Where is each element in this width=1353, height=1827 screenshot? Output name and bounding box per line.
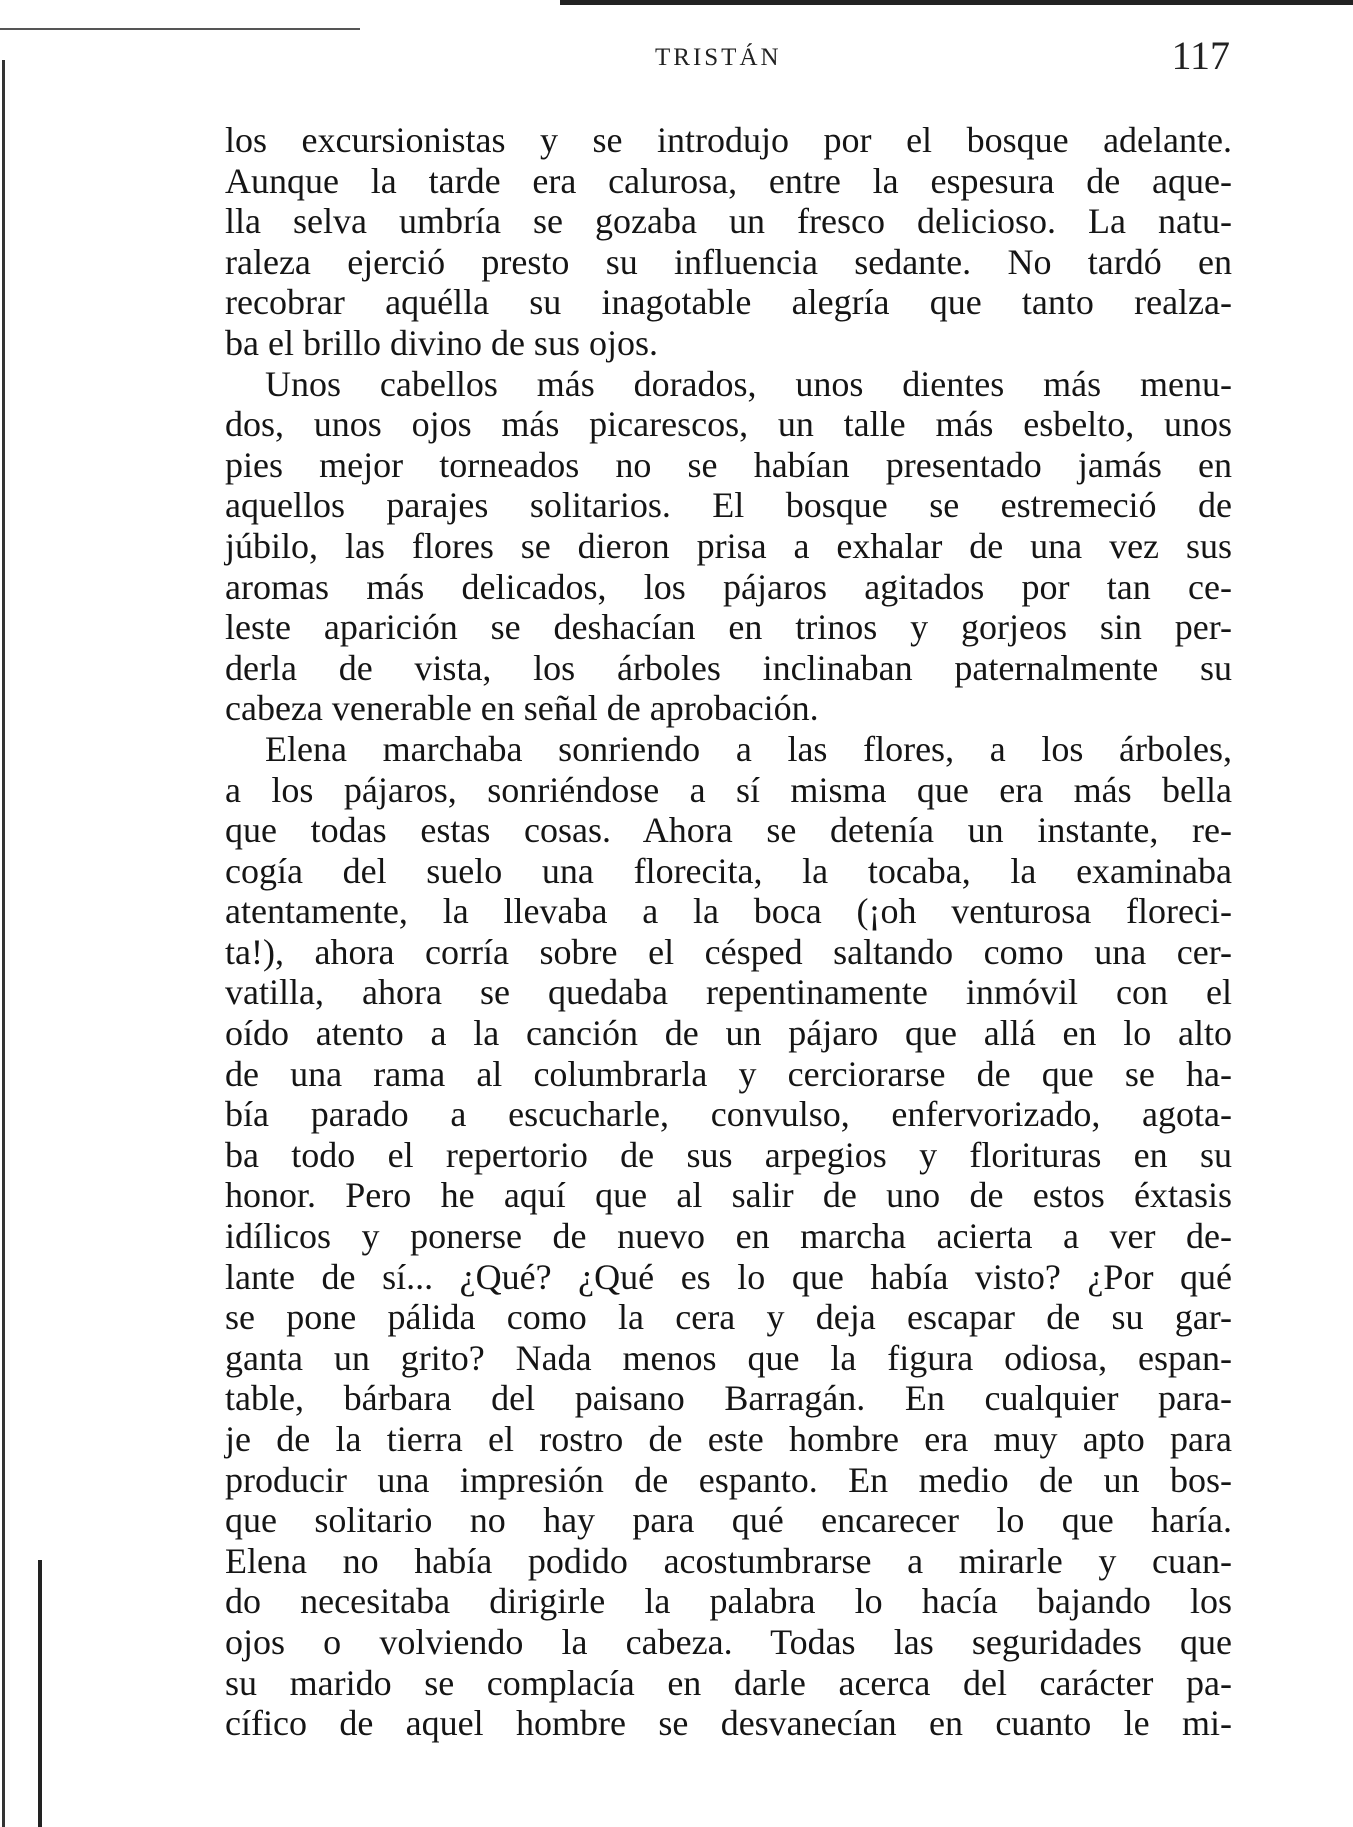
text-line: Elena no había podido acostumbrarse a mirarle y cuan- <box>225 1540 1232 1581</box>
text-line: ba el brillo divino de sus ojos. <box>225 322 658 363</box>
text-line: cogía del suelo una florecita, la tocaba, la examinaba <box>225 850 1232 891</box>
running-title: TRISTÁN <box>655 44 782 71</box>
text-line: lante de sí... ¿Qué? ¿Qué es lo que había visto? ¿Por qué <box>225 1256 1232 1297</box>
page-number: 117 <box>1171 33 1230 78</box>
scan-page-edge <box>38 1560 42 1827</box>
text-line: que todas estas cosas. Ahora se detenía un instante, re- <box>225 810 1232 851</box>
text-line: los excursionistas y se introdujo por el bosque adelante. <box>225 120 1232 160</box>
text-line: ba todo el repertorio de sus arpegios y florituras en su <box>225 1134 1232 1175</box>
text-line: do necesitaba dirigirle la palabra lo hacía bajando los <box>225 1581 1232 1622</box>
text-line: cabeza venerable en señal de aprobación. <box>225 688 819 729</box>
text-line: oído atento a la canción de un pájaro que allá en lo alto <box>225 1013 1232 1054</box>
text-line: dos, unos ojos más picarescos, un talle más esbelto, unos <box>225 404 1232 445</box>
text-line: atentamente, la llevaba a la boca (¡oh venturosa floreci- <box>225 891 1232 932</box>
text-line: júbilo, las flores se dieron prisa a exhalar de una vez sus <box>225 525 1232 566</box>
scan-page-edge <box>2 60 5 1827</box>
scan-edge-line <box>560 0 1353 5</box>
text-line: su marido se complacía en darle acerca del carácter pa- <box>225 1662 1232 1703</box>
text-line: recobrar aquélla su inagotable alegría que tanto realza- <box>225 282 1232 323</box>
body-text <box>225 120 1232 1744</box>
text-line: se pone pálida como la cera y deja escapar de su gar- <box>225 1297 1232 1338</box>
text-line: aquellos parajes solitarios. El bosque se estremeció de <box>225 485 1232 526</box>
text-line: ta!), ahora corría sobre el césped saltando como una cer- <box>225 931 1232 972</box>
text-line: derla de vista, los árboles inclinaban paternalmente su <box>225 647 1232 688</box>
text-line: aromas más delicados, los pájaros agitados por tan ce- <box>225 566 1232 607</box>
text-line: Aunque la tarde era calurosa, entre la espesura de aque- <box>225 160 1232 201</box>
text-line: a los pájaros, sonriéndose a sí misma que era más bella <box>225 769 1232 810</box>
text-line: producir una impresión de espanto. En medio de un bos- <box>225 1459 1232 1500</box>
text-line: ojos o volviendo la cabeza. Todas las seguridades que <box>225 1621 1232 1662</box>
text-line: idílicos y ponerse de nuevo en marcha acierta a ver de- <box>225 1216 1232 1257</box>
text-line: ganta un grito? Nada menos que la figura odiosa, espan- <box>225 1337 1232 1378</box>
text-line: de una rama al columbrarla y cerciorarse de que se ha- <box>225 1053 1232 1094</box>
text-line: table, bárbara del paisano Barragán. En cualquier para- <box>225 1378 1232 1419</box>
text-line: je de la tierra el rostro de este hombre era muy apto para <box>225 1419 1232 1459</box>
text-line: Elena marchaba sonriendo a las flores, a los árboles, <box>265 728 1232 769</box>
text-line: bía parado a escucharle, convulso, enfervorizado, agota- <box>225 1094 1232 1135</box>
page-header <box>225 30 1230 80</box>
text-line: lla selva umbría se gozaba un fresco delicioso. La natu- <box>225 201 1232 242</box>
text-line: Unos cabellos más dorados, unos dientes más menu- <box>265 363 1232 404</box>
text-line: que solitario no hay para qué encarecer lo que haría. <box>225 1500 1232 1541</box>
text-line: raleza ejerció presto su influencia sedante. No tardó en <box>225 241 1232 282</box>
text-line: honor. Pero he aquí que al salir de uno de estos éxtasis <box>225 1175 1232 1216</box>
text-line: vatilla, ahora se quedaba repentinamente inmóvil con el <box>225 972 1232 1013</box>
text-line: cífico de aquel hombre se desvanecían en cuanto le mi- <box>225 1703 1232 1744</box>
text-line: leste aparición se deshacían en trinos y gorjeos sin per- <box>225 607 1232 648</box>
text-line: pies mejor torneados no se habían presentado jamás en <box>225 444 1232 485</box>
